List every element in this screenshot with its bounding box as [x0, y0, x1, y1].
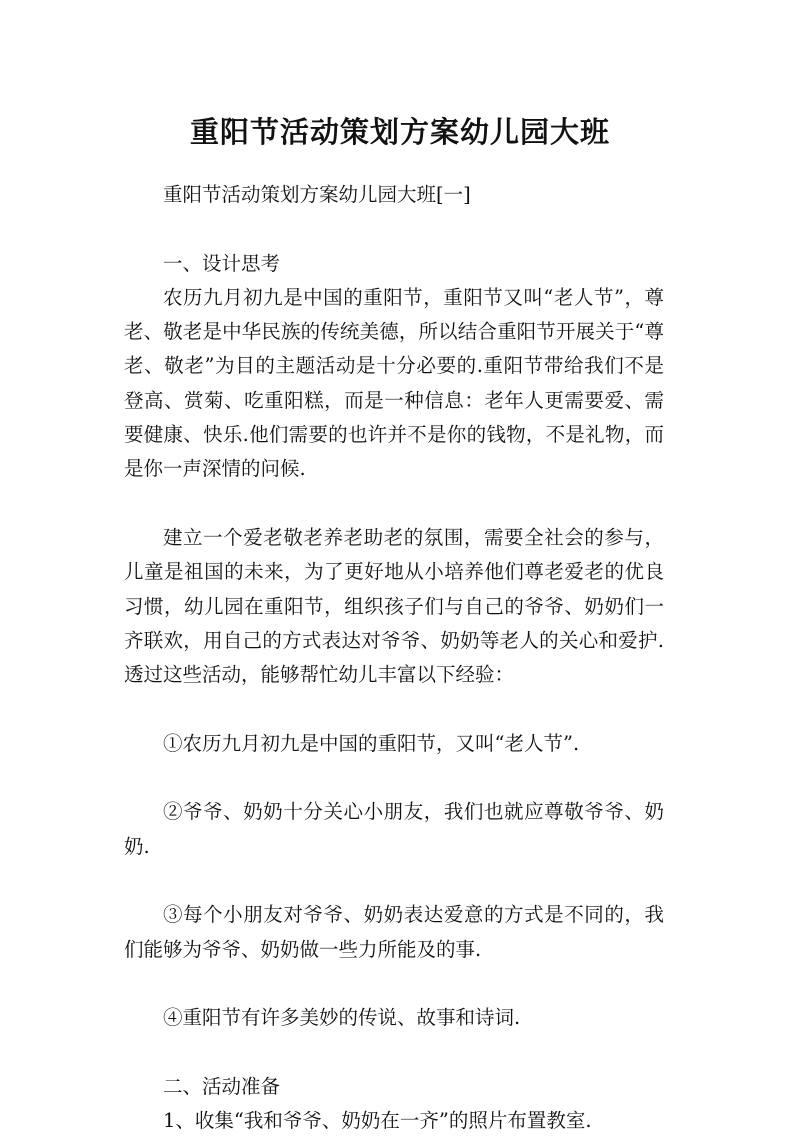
paragraph-purpose: 建立一个爱老敬老养老助老的氛围，需要全社会的参与，儿童是祖国的未来，为了更好地从小培养他们尊老爱老的优良习惯，幼儿园在重阳节，组织孩子们与自己的爷爷、奶奶们一齐联欢，用自己的方式表达对爷爷、奶奶等老人的关心和爱护.透过这些活动，能够帮忙幼儿丰富以下经验： — [124, 525, 664, 687]
preparation-item-1: 1、收集“我和爷爷、奶奶在一齐”的照片布置教室. — [163, 1109, 592, 1133]
document-body — [124, 178, 664, 1138]
experience-item-1: ①农历九月初九是中国的重阳节，又叫“老人节”. — [163, 731, 580, 755]
experience-item-2: ②爷爷、奶奶十分关心小朋友，我们也就应尊敬爷爷、奶奶. — [124, 800, 664, 858]
document-subtitle: 重阳节活动策划方案幼儿园大班[一] — [163, 183, 471, 206]
paragraph-intro: 农历九月初九是中国的重阳节，重阳节又叫“老人节”，尊老、敬老是中华民族的传统美德，所以结合重阳节开展关于“尊老、敬老”为目的主题活动是十分必要的.重阳节带给我们不是登高、赏菊、吃重阳糕，而是一种信息：老年人更需要爱、需要健康、快乐.他们需要的也许并不是你的钱物，不是礼物，而是你一声深情的问候. — [124, 285, 664, 481]
experience-item-4: ④重阳节有许多美妙的传说、故事和诗词. — [163, 1006, 521, 1030]
section-heading-preparation: 二、活动准备 — [163, 1074, 281, 1098]
experience-item-3: ③每个小朋友对爷爷、奶奶表达爱意的方式是不同的，我们能够为爷爷、奶奶做一些力所能及的事. — [124, 903, 664, 961]
document-title: 重阳节活动策划方案幼儿园大班 — [189, 115, 610, 149]
section-heading-design: 一、设计思考 — [163, 251, 281, 275]
